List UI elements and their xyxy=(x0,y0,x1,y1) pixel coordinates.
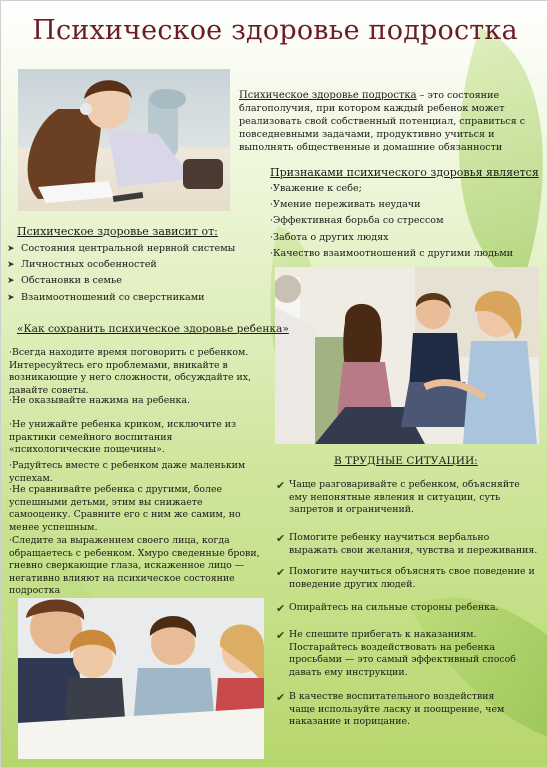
photo-teens-studying xyxy=(18,598,264,759)
double-arrow-icon: ➤ xyxy=(7,292,15,303)
double-arrow-icon: ➤ xyxy=(7,276,15,287)
list-item: ·Уважение к себе; xyxy=(270,183,362,194)
keep-item-3: ·Не унижайте ребенка криком, исключите из практики семейного воспитания «психологические пощечины». xyxy=(9,419,237,455)
check-icon: ✔ xyxy=(276,602,286,615)
photo-family-talk xyxy=(275,267,539,444)
check-icon: ✔ xyxy=(276,566,286,579)
list-item: ·Качество взаимоотношений с другими людьми xyxy=(270,247,514,259)
page-title: Психическое здоровье подростка xyxy=(32,15,518,46)
double-arrow-icon: ➤ xyxy=(7,260,15,271)
list-item: ·Умение переживать неудачи xyxy=(270,199,421,211)
list-item xyxy=(7,273,235,289)
signs-list xyxy=(270,181,513,262)
hard-item-2: Помогите ребенку научиться вербально выражать свои желания, чувства и переживания. xyxy=(289,532,538,556)
hard-item-5: Не спешите прибегать к наказаниям. Постарайтесь воздействовать на ребенка просьбами — это самый эффективный способ давать ему инструкции. xyxy=(289,629,516,678)
list-item xyxy=(7,290,235,306)
list-item-text: Взаимоотношений со сверстниками xyxy=(21,291,205,303)
hard-item-6: В качестве воспитательного воздействия чаще используйте ласку и поощрение, чем наказание и порицание. xyxy=(289,691,505,727)
keep-item-2: ·Не оказывайте нажима на ребенка. xyxy=(9,395,190,406)
photo-girl-headphones xyxy=(18,69,230,211)
list-item-text: Личностных особенностей xyxy=(21,259,157,271)
check-icon: ✔ xyxy=(276,691,286,704)
definition-body: – это состояние благополучия, при котором каждый ребенок может реализовать свой собственный потенциал, справиться с повседневными задачами, продуктивно учиться и выполнять общественные и домашние обязанности xyxy=(239,90,526,153)
double-arrow-icon: ➤ xyxy=(7,244,15,254)
hard-item-3: Помогите научиться объяснять свое поведение и поведение других людей. xyxy=(289,566,535,590)
depends-heading: Психическое здоровье зависит от: xyxy=(17,225,218,238)
list-item-text: Обстановки в семье xyxy=(21,275,122,287)
definition-heading: Психическое здоровье подростка xyxy=(239,90,417,101)
list-item: ·Забота о других людях xyxy=(270,231,389,243)
check-icon: ✔ xyxy=(276,629,286,642)
keep-heading: «Как сохранить психическое здоровье ребенка» xyxy=(17,323,289,335)
list-item xyxy=(7,241,235,257)
keep-item-6: ·Следите за выражением своего лица, когда обращаетесь с ребенком. Хмуро сведенные брови, гневно сверкающие глаза, искаженное лицо — негативно влияют на психическое состояние подростка xyxy=(9,535,260,596)
keep-item-5: ·Не сравнивайте ребенка с другими, более успешными детьми, этим вы снижаете самооценку. Сравните его с ним же самим, но менее успешным. xyxy=(9,484,241,533)
signs-heading: Признаками психического здоровья является xyxy=(270,166,539,179)
hard-item-1: Чаще разговаривайте с ребенком, объясняйте ему непонятные явления и ситуации, суть запретов и ограничений. xyxy=(289,479,520,515)
check-icon: ✔ xyxy=(276,532,286,545)
list-item-text: Состояния центральной нервной системы xyxy=(21,243,236,254)
keep-item-1: ·Всегда находите время поговорить с ребенком. Интересуйтесь его проблемами, вникайте в возникающие у него сложности, обсуждайте их, давайте советы. xyxy=(9,347,251,396)
definition-text xyxy=(239,89,539,154)
hard-heading: В ТРУДНЫЕ СИТУАЦИИ: xyxy=(334,455,478,467)
hard-item-4: Опирайтесь на сильные стороны ребенка. xyxy=(289,602,499,613)
keep-item-4: ·Радуйтесь вместе с ребенком даже маленьким успехам. xyxy=(9,460,246,484)
list-item: ·Эффективная борьба со стрессом xyxy=(270,215,444,227)
list-item xyxy=(7,257,235,273)
check-icon: ✔ xyxy=(276,479,286,492)
depends-list xyxy=(7,241,235,306)
